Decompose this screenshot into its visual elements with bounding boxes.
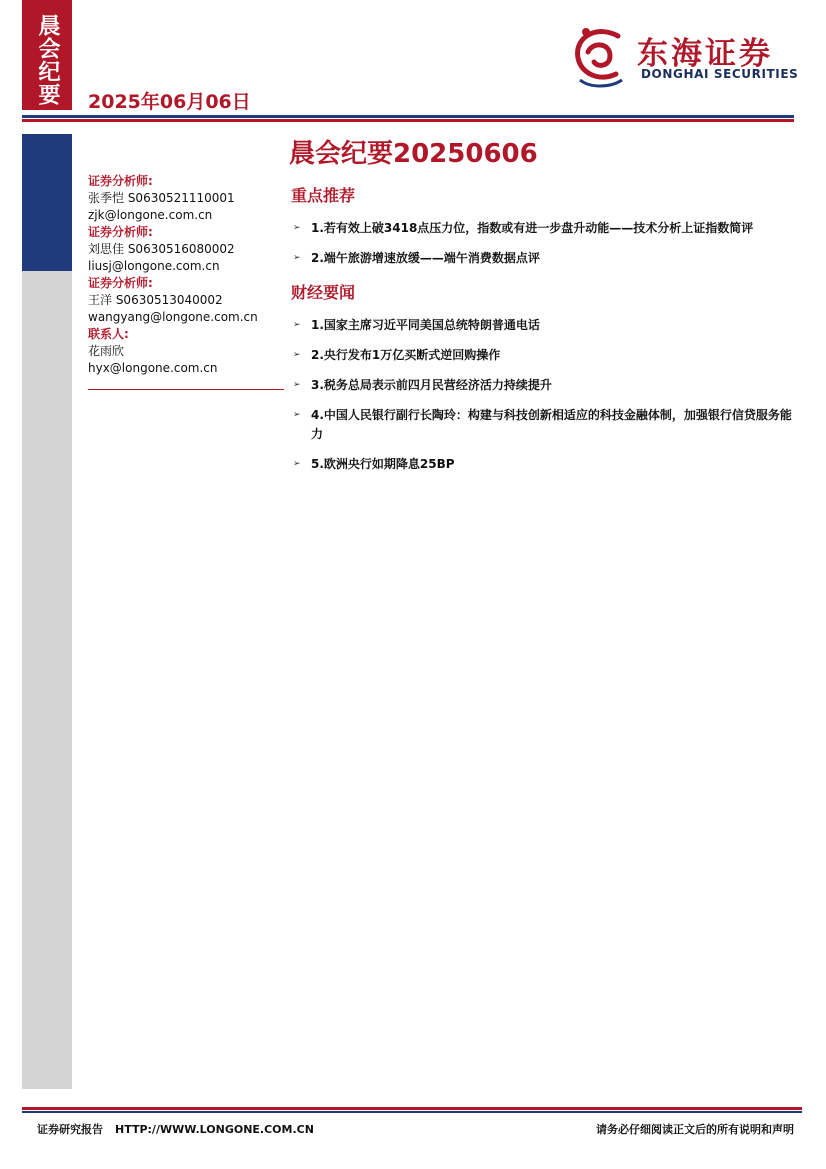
section-heading-news: 财经要闻: [291, 283, 356, 302]
header-rule-navy: [22, 115, 794, 118]
page-title: 晨会纪要20250606: [289, 139, 538, 169]
footer-report-type: 证券研究报告: [37, 1123, 103, 1136]
analyst-entry: [88, 275, 288, 326]
analyst-email[interactable]: wangyang@longone.com.cn: [88, 310, 258, 324]
footer-rule-red: [22, 1107, 802, 1110]
section-heading-highlights: 重点推荐: [291, 186, 356, 205]
footer-rule-navy: [22, 1111, 802, 1113]
sidebar-bar-grey: [22, 271, 72, 1089]
footer-left: [37, 1121, 314, 1137]
analyst-role: 证券分析师:: [88, 174, 153, 188]
report-type-tab-label: 晨会纪要: [35, 14, 60, 106]
news-item[interactable]: ➢ 4.中国人民银行副行长陶玲：构建与科技创新相适应的科技金融体制，加强银行信贷服务能力: [293, 406, 798, 444]
contact-email[interactable]: hyx@longone.com.cn: [88, 361, 218, 375]
analyst-list: [88, 173, 288, 377]
analyst-email[interactable]: liusj@longone.com.cn: [88, 259, 220, 273]
bullet-arrow-icon: ➢: [293, 350, 301, 360]
contact-entry: [88, 326, 288, 377]
sidebar-bar-navy: [22, 134, 72, 271]
bullet-arrow-icon: ➢: [293, 459, 301, 469]
report-date: 2025年06月06日: [88, 91, 251, 113]
news-item[interactable]: ➢ 2.央行发布1万亿买断式逆回购操作: [293, 346, 798, 365]
contact-name: 花雨欣: [88, 344, 125, 358]
bullet-arrow-icon: ➢: [293, 223, 301, 233]
analyst-entry: [88, 224, 288, 275]
footer-url-link[interactable]: HTTP://WWW.LONGONE.COM.CN: [115, 1123, 314, 1136]
highlight-item[interactable]: ➢ 2.端午旅游增速放缓——端午消费数据点评: [293, 249, 798, 268]
report-type-tab: [22, 0, 72, 110]
highlight-item[interactable]: ➢ 1.若有效上破3418点压力位，指数或有进一步盘升动能——技术分析上证指数简评: [293, 219, 798, 238]
bullet-arrow-icon: ➢: [293, 253, 301, 263]
analyst-divider: [88, 389, 284, 390]
analyst-name-id: 刘思佳 S0630516080002: [88, 242, 235, 256]
logo-text-en: DONGHAI SECURITIES: [641, 67, 799, 81]
bullet-arrow-icon: ➢: [293, 380, 301, 390]
news-item[interactable]: ➢ 5.欧洲央行如期降息25BP: [293, 455, 798, 474]
analyst-email[interactable]: zjk@longone.com.cn: [88, 208, 213, 222]
analyst-role: 证券分析师:: [88, 225, 153, 239]
header-rule-red: [22, 119, 794, 122]
analyst-role: 证券分析师:: [88, 276, 153, 290]
analyst-entry: [88, 173, 288, 224]
contact-role: 联系人:: [88, 327, 129, 341]
analyst-name-id: 王洋 S0630513040002: [88, 293, 223, 307]
analyst-name-id: 张季恺 S0630521110001: [88, 191, 235, 205]
footer-disclaimer: 请务必仔细阅读正文后的所有说明和声明: [596, 1123, 794, 1136]
bullet-arrow-icon: ➢: [293, 320, 301, 330]
news-item[interactable]: ➢ 1.国家主席习近平同美国总统特朗普通电话: [293, 316, 798, 335]
logo-text-cn: 东海证券: [637, 36, 773, 72]
news-item[interactable]: ➢ 3.税务总局表示前四月民营经济活力持续提升: [293, 376, 798, 395]
bullet-arrow-icon: ➢: [293, 410, 301, 420]
